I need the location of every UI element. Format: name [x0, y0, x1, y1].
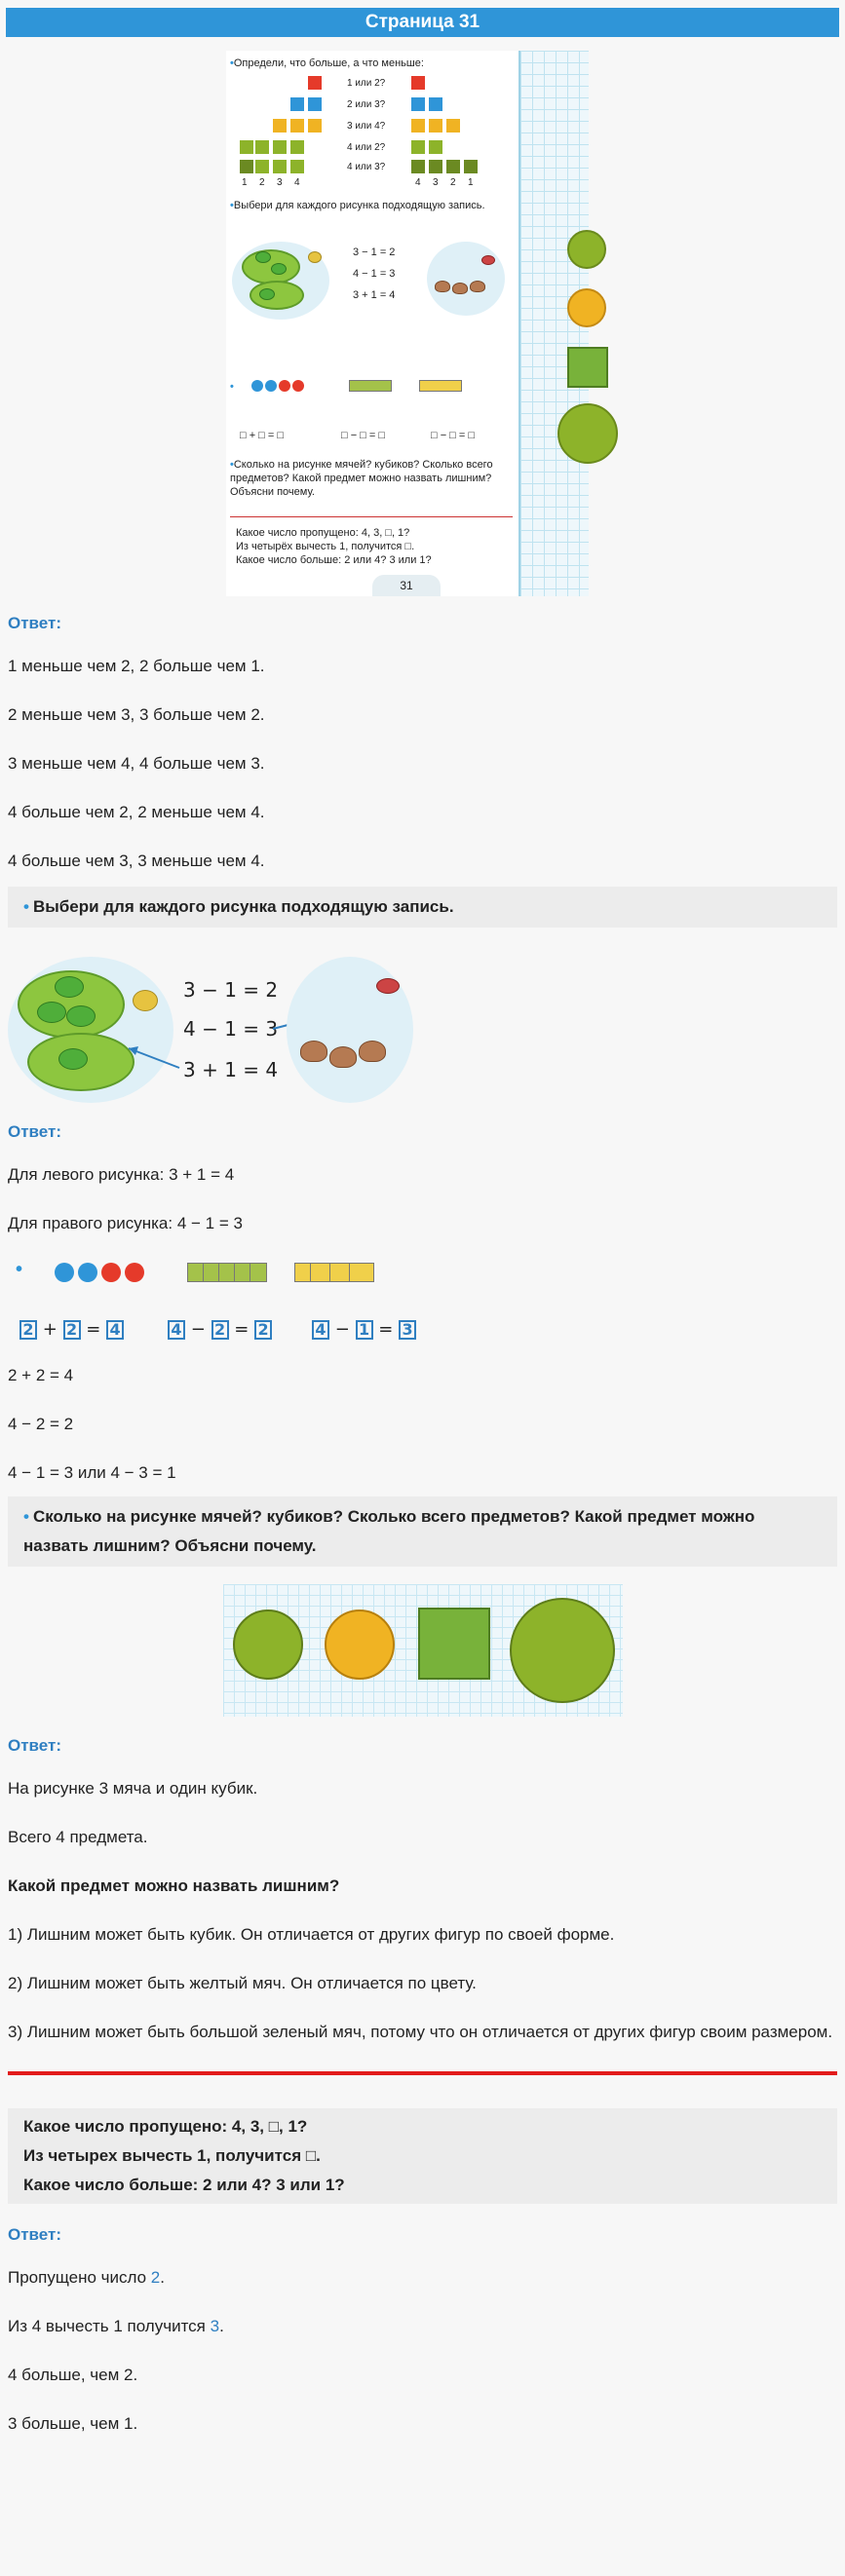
filled-equations: 2 + 2 = 4 4 − 2 = 2 4 − 1 = 3 [8, 1317, 837, 1356]
answer-line: 1 меньше чем 2, 2 больше чем 1. [8, 657, 265, 675]
answer-line: 2 меньше чем 3, 3 больше чем 2. [8, 705, 265, 724]
shapes-illustration [223, 1584, 623, 1717]
page-title: Страница 31 [6, 8, 839, 37]
textbook-task1: •Определи, что больше, а что меньше: [230, 57, 424, 69]
answer-line: Из 4 вычесть 1 получится 3. [8, 2317, 224, 2335]
answer-label: Ответ: [8, 1736, 61, 1755]
answer-line: 2 + 2 = 4 [8, 1366, 74, 1384]
task-box-3: • Сколько на рисунке мячей? кубиков? Сколько всего предметов? Какой предмет можно назвать лишним? Объясни почему. [8, 1496, 837, 1567]
answer-line: Всего 4 предмета. [8, 1828, 148, 1846]
answer-line: 2) Лишним может быть желтый мяч. Он отличается по цвету. [8, 1974, 477, 1992]
scene-equation: 3 − 1 = 2 [183, 978, 279, 1002]
answer-line: 4 − 2 = 2 [8, 1415, 74, 1433]
answer-line: 4 − 1 = 3 или 4 − 3 = 1 [8, 1463, 176, 1482]
scene-equation: 3 + 1 = 4 [183, 1058, 279, 1081]
answer-line: Для правого рисунка: 4 − 1 = 3 [8, 1214, 243, 1232]
answer-line: 3 меньше чем 4, 4 больше чем 3. [8, 754, 265, 773]
answer-line: 4 больше чем 3, 3 меньше чем 4. [8, 852, 265, 870]
answer-line: 3 больше, чем 1. [8, 2414, 138, 2433]
textbook-task2: •Выбери для каждого рисунка подходящую запись. [230, 200, 485, 211]
task-box-2: • Выбери для каждого рисунка подходящую запись. [8, 887, 837, 928]
textbook-page-image: •Определи, что больше, а что меньше: 1 2 3 4 1 или 2? 2 или 3? 3 или 4? 4 или 2? 4 или 3? 4 3 2 1 •Выбери для каждого рисунка подходящую запись. 3 − 1 = 2 4 − 1 = 3 3 + 1 = 4 • □ + □ = □ □ − □ = □ □ − □ = □ •Сколько на рисунке мячей? кубиков? Сколько всего предметов? Какой предмет можно назвать лишним? Объясни почему. Какое число пропущено: 4, 3, □, 1? Из четырёх вычесть 1, получится □. Какое число больше: 2 или 4? 3 или 1? 31 [226, 51, 589, 596]
answer-line: 4 больше, чем 2. [8, 2366, 138, 2384]
answer-line: Пропущено число 2. [8, 2268, 165, 2287]
task-box-4: Какое число пропущено: 4, 3, □, 1? Из четырех вычесть 1, получится □. Какое число больше: 2 или 4? 3 или 1? [8, 2108, 837, 2204]
textbook-task3: •Сколько на рисунке мячей? кубиков? Сколько всего предметов? Какой предмет можно назвать лишним? Объясни почему. [230, 459, 493, 498]
answer-line: Для левого рисунка: 3 + 1 = 4 [8, 1165, 235, 1184]
answer-line: 4 больше чем 2, 2 меньше чем 4. [8, 803, 265, 821]
answer-line: 3) Лишним может быть большой зеленый мяч, потому что он отличается от других фигур своим размером. [8, 2023, 833, 2041]
scene-equation: 4 − 1 = 3 [183, 1017, 279, 1041]
beads-strips-illustration: • [8, 1241, 837, 1300]
answer-label: Ответ: [8, 614, 61, 632]
question-bold: Какой предмет можно назвать лишним? [8, 1876, 340, 1895]
answer-label: Ответ: [8, 2225, 61, 2244]
textbook-page-number: 31 [372, 575, 441, 596]
answer-line: На рисунке 3 мяча и один кубик. [8, 1779, 258, 1798]
answer-line: 1) Лишним может быть кубик. Он отличается от других фигур по своей форме. [8, 1925, 615, 1944]
answer-label: Ответ: [8, 1122, 61, 1141]
frogs-birds-illustration [8, 947, 837, 1113]
